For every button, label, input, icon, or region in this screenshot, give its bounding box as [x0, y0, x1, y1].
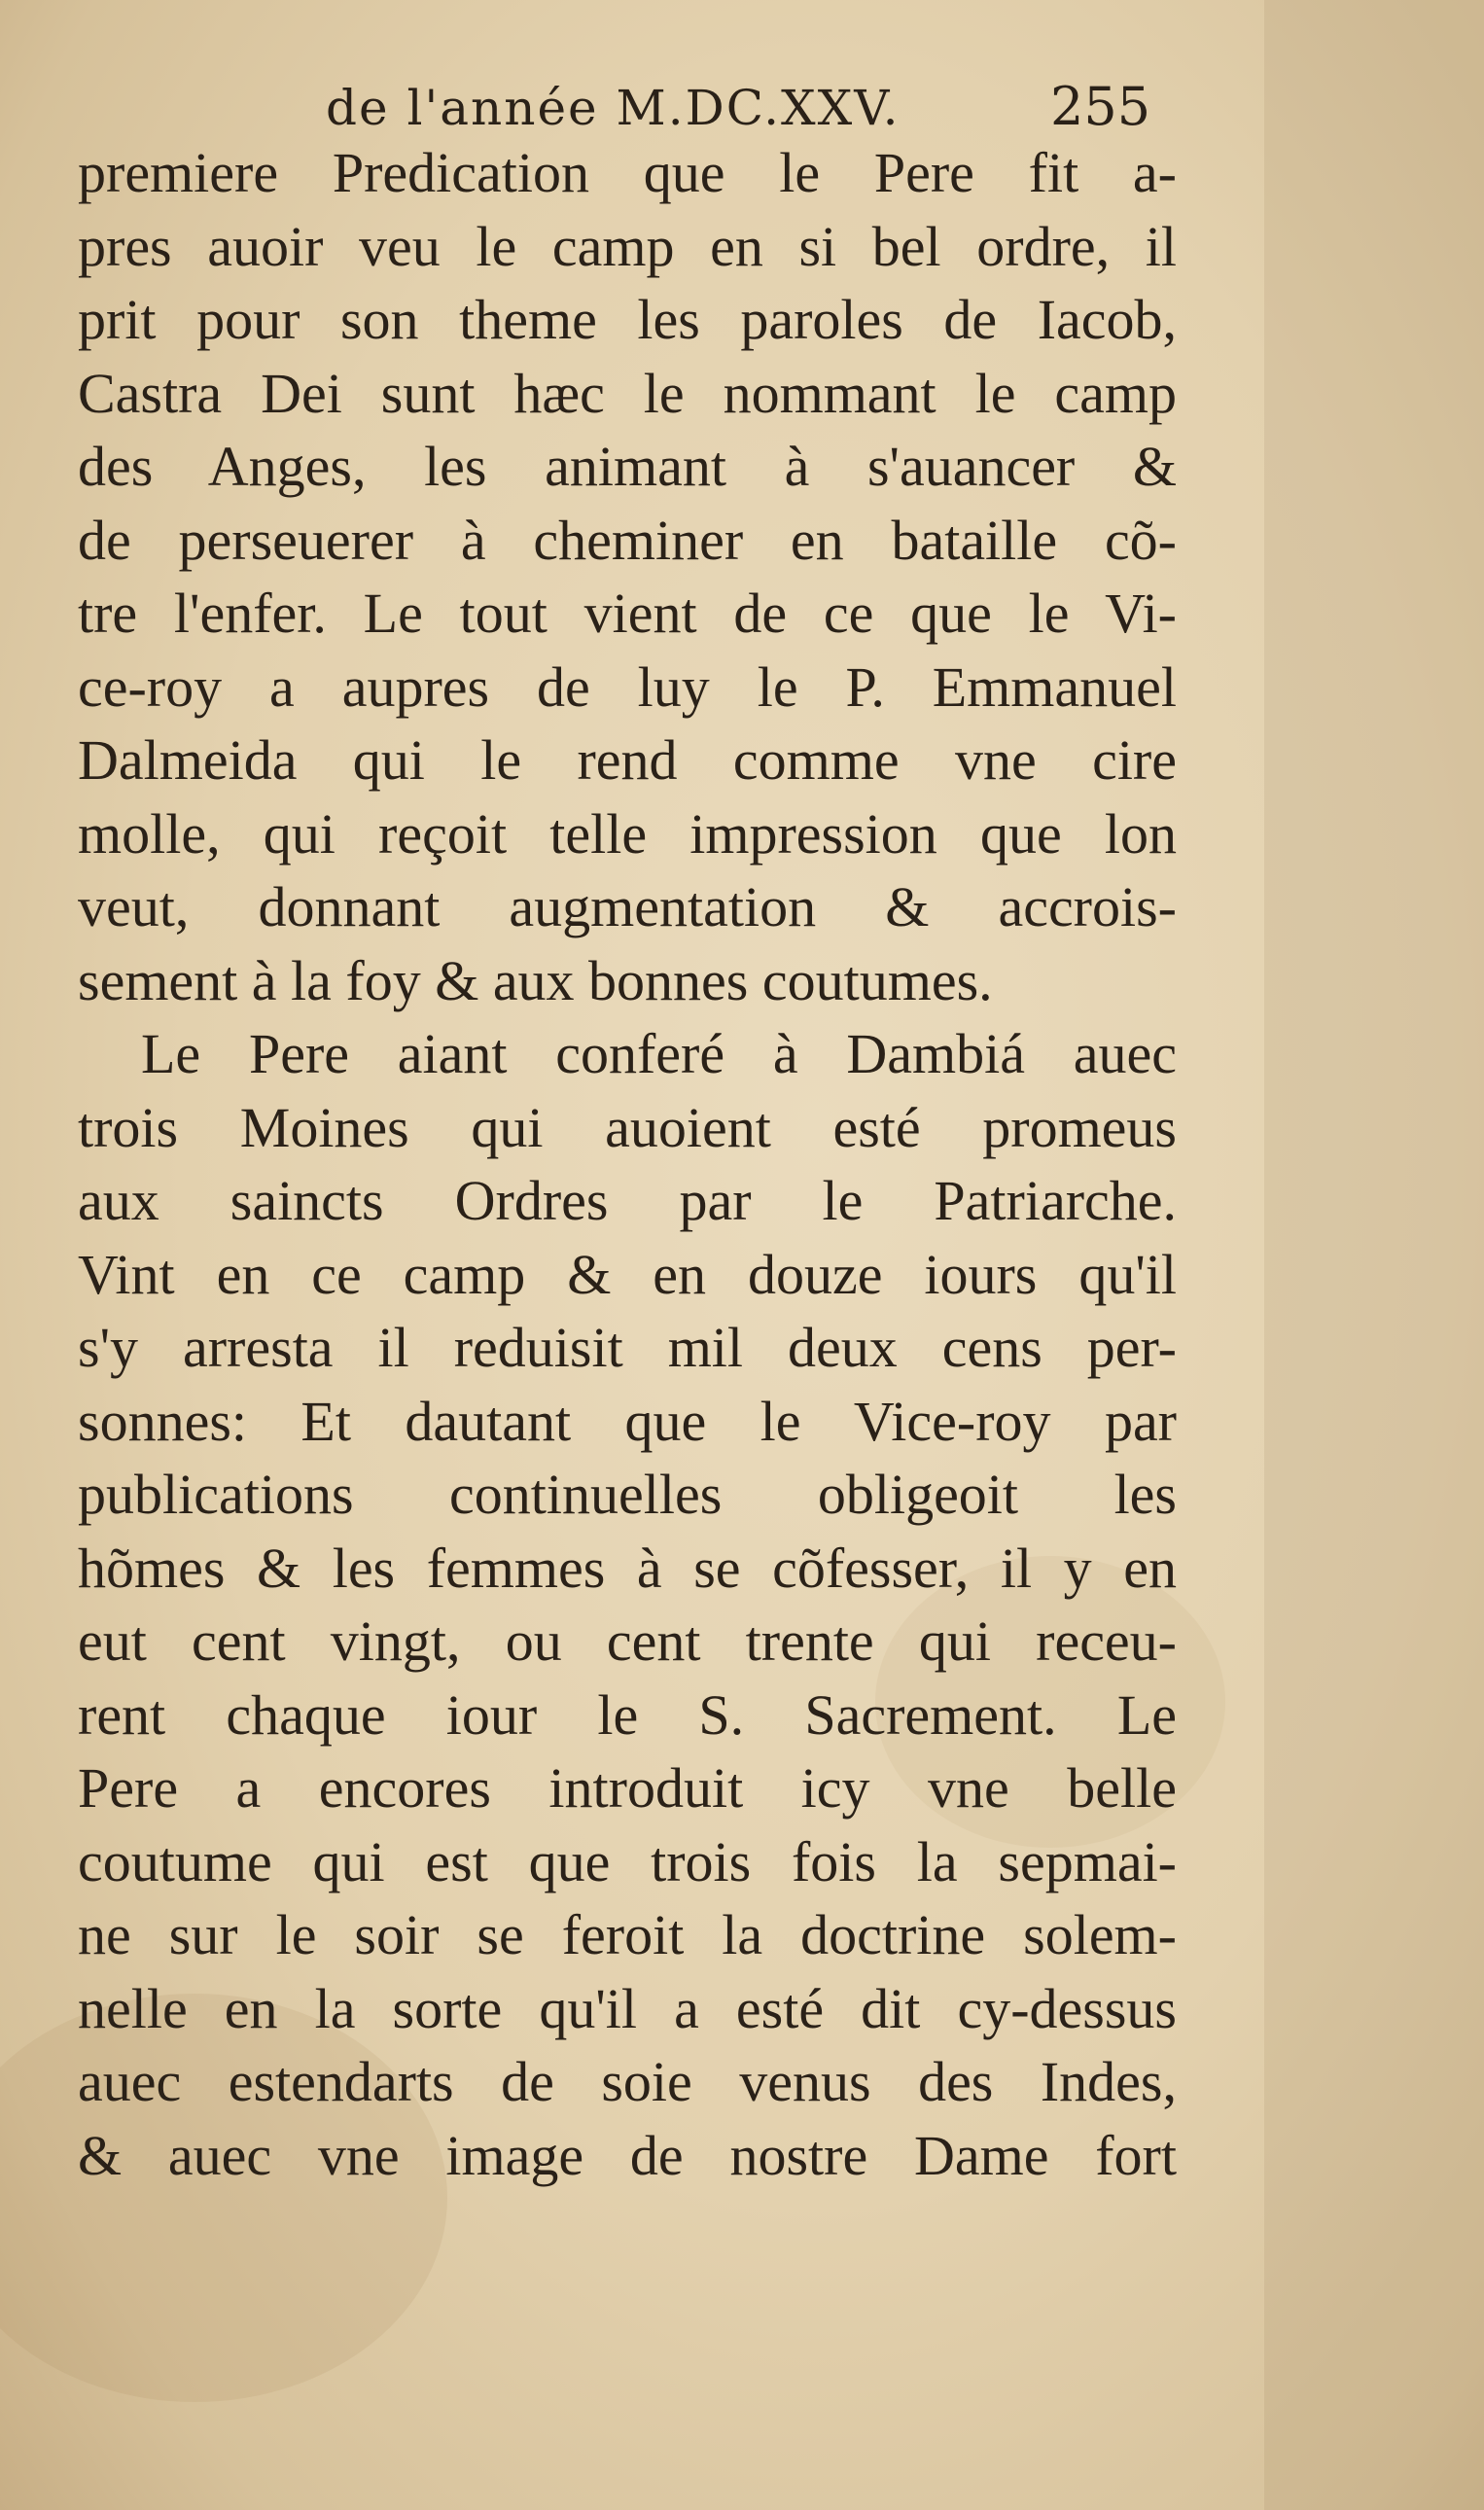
text-line: prit pour son theme les paroles de Iacob,	[78, 288, 1177, 351]
page-number: 255	[1050, 76, 1151, 137]
text-line: nelle en la sorte qu'il a esté dit cy-dessus	[78, 1976, 1177, 2040]
text-line: veut, donnant augmentation & accrois-	[78, 875, 1177, 938]
text-line: sement à la foy & aux bonnes coutumes.	[78, 948, 993, 1012]
text-line: publications continuelles obligeoit les	[78, 1463, 1177, 1526]
body-text	[78, 136, 1177, 2192]
text-line: ne sur le soir se feroit la doctrine solem-	[78, 1903, 1177, 1966]
text-line-latin-quote: Castra Dei sunt hæc le nommant le camp	[78, 361, 1177, 425]
text-line: auec estendarts de soie venus des Indes,	[78, 2050, 1177, 2113]
text-line: molle, qui reçoit telle impression que lon	[78, 801, 1177, 866]
text-line: eut cent vingt, ou cent trente qui receu-	[78, 1609, 1177, 1673]
text-line: rent chaque iour le S. Sacrement. Le	[78, 1682, 1177, 1747]
text-line: coutume qui est que trois fois la sepmai-	[78, 1829, 1177, 1893]
text-line: Dalmeida qui le rend comme vne cire	[78, 728, 1177, 792]
text-line: trois Moines qui auoient esté promeus	[78, 1095, 1177, 1159]
text-line: des Anges, les animant à s'auancer &	[78, 435, 1177, 498]
text-line: premiere Predication que le Pere fit a-	[78, 141, 1177, 204]
text-line: s'y arresta il reduisit mil deux cens per-	[78, 1316, 1177, 1379]
paragraph-start-line: Le Pere aiant conferé à Dambiá auec	[141, 1022, 1177, 1085]
text-line: tre l'enfer. Le tout vient de ce que le Vi-	[78, 582, 1177, 645]
text-line: sonnes: Et dautant que le Vice-roy par	[78, 1389, 1177, 1453]
running-head: de l'année M.DC.XXV.	[326, 80, 901, 136]
text-line: hõmes & les femmes à se cõfesser, il y en	[78, 1536, 1177, 1600]
text-line: ce-roy a aupres de luy le P. Emmanuel	[78, 654, 1177, 719]
text-line: pres auoir veu le camp en si bel ordre, il	[78, 214, 1177, 278]
text-line: aux saincts Ordres par le Patriarche.	[78, 1169, 1177, 1232]
text-line: Pere a encores introduit icy vne belle	[78, 1756, 1177, 1820]
text-line: de perseuerer à cheminer en bataille cõ-	[78, 508, 1177, 572]
page-edge-shading	[1264, 0, 1484, 2510]
text-line: Vint en ce camp & en douze iours qu'il	[78, 1242, 1177, 1306]
text-line: & auec vne image de nostre Dame fort	[78, 2123, 1177, 2187]
